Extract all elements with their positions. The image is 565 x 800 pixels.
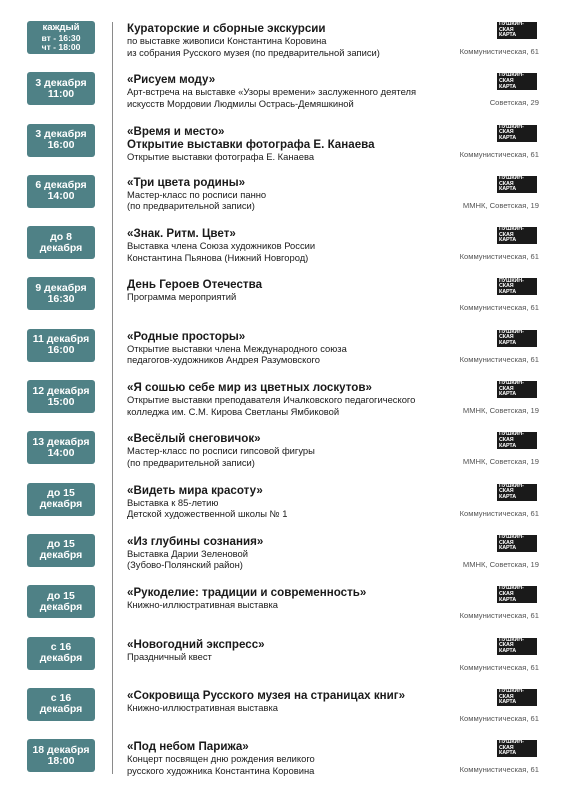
event-title: «Родные просторы»	[127, 329, 246, 343]
logo-line: СКАЯ	[499, 283, 514, 290]
date-line: 16:30	[47, 292, 75, 305]
logo-line: СКАЯ	[499, 693, 514, 700]
logo-line: КАРТА	[499, 288, 517, 295]
event-venue: Коммунистическая, 61	[459, 303, 539, 313]
event-title: «Сокровища Русского музея на страницах книг»	[127, 688, 406, 702]
event-item	[0, 430, 565, 481]
event-description: педагогов-художников Андрея Разумовского	[127, 354, 320, 366]
date-badge	[27, 483, 95, 516]
pushkin-card-logo	[497, 638, 537, 655]
event-title: «Три цвета родины»	[127, 175, 246, 189]
logo-line: СКАЯ	[499, 180, 514, 187]
logo-line: КАРТА	[499, 699, 517, 706]
date-line: декабря	[39, 241, 83, 254]
pushkin-card-logo	[497, 278, 537, 295]
date-badge	[27, 739, 95, 772]
logo-line: СКАЯ	[499, 26, 514, 33]
event-item	[0, 482, 565, 533]
logo-line: ПУШКИН-	[499, 534, 524, 541]
date-line: 13 декабря	[32, 435, 90, 448]
pushkin-card-logo	[497, 586, 537, 603]
logo-line: ПУШКИН-	[499, 21, 524, 28]
pushkin-card-logo	[497, 22, 537, 39]
date-line: до 15	[47, 487, 75, 500]
event-title: «Новогодний экспресс»	[127, 637, 265, 651]
event-title: «Под небом Парижа»	[127, 740, 249, 754]
pushkin-card-logo	[497, 125, 537, 142]
pushkin-card-logo	[497, 535, 537, 552]
event-item	[0, 328, 565, 379]
date-badge	[27, 380, 95, 413]
event-content	[127, 330, 452, 366]
event-content	[127, 740, 452, 776]
logo-line: ПУШКИН-	[499, 739, 524, 746]
logo-line: КАРТА	[499, 596, 517, 603]
date-line: 3 декабря	[35, 128, 87, 141]
date-line: 6 декабря	[35, 179, 87, 192]
logo-line: ПУШКИН-	[499, 123, 524, 130]
event-description: Мастер-класс по росписи гипсовой фигуры	[127, 445, 315, 457]
event-title: «Весёлый снеговичок»	[127, 432, 261, 446]
event-venue: ММНК, Советская, 19	[462, 200, 539, 210]
logo-line: ПУШКИН-	[499, 482, 524, 489]
event-description: из собрания Русского музея (по предварительной записи)	[127, 46, 380, 58]
date-badge	[27, 226, 95, 259]
event-description: Праздничный квест	[127, 650, 212, 662]
logo-line: СКАЯ	[499, 385, 514, 392]
date-line: декабря	[39, 652, 83, 665]
event-item	[0, 379, 565, 430]
event-description: Арт-встреча на выставке «Узоры времени» заслуженного деятеля	[127, 86, 417, 98]
date-line: до 15	[47, 589, 75, 602]
event-content	[127, 381, 452, 417]
event-item	[0, 738, 565, 789]
logo-line: СКАЯ	[499, 231, 514, 238]
date-badge	[27, 688, 95, 721]
event-title: «Рукоделие: традиции и современность»	[127, 586, 367, 600]
event-venue: Коммунистическая, 61	[459, 508, 539, 518]
date-line: 15:00	[47, 395, 75, 408]
date-line: 12 декабря	[32, 384, 90, 397]
event-content	[127, 227, 452, 263]
event-description: Мастер-класс по росписи панно	[127, 188, 267, 200]
event-venue: ММНК, Советская, 19	[462, 559, 539, 569]
event-item	[0, 174, 565, 225]
logo-line: КАРТА	[499, 493, 517, 500]
event-content	[127, 22, 452, 58]
event-description: Книжно-иллюстративная выставка	[127, 599, 278, 611]
date-badge	[27, 21, 95, 54]
logo-line: СКАЯ	[499, 642, 514, 649]
logo-line: ПУШКИН-	[499, 175, 524, 181]
date-line: декабря	[39, 498, 83, 511]
logo-line: ПУШКИН-	[499, 226, 524, 233]
event-item	[0, 636, 565, 687]
event-title: Кураторские и сборные экскурсии	[127, 22, 326, 35]
logo-line: КАРТА	[499, 340, 517, 347]
event-item	[0, 20, 565, 71]
event-content	[127, 125, 452, 163]
date-line: 16:00	[47, 139, 75, 152]
pushkin-card-logo	[497, 689, 537, 706]
event-title: «Знак. Ритм. Цвет»	[127, 227, 236, 241]
date-line: декабря	[39, 549, 83, 562]
pushkin-card-logo	[497, 227, 537, 244]
date-line: 18:00	[47, 754, 75, 767]
date-line: 14:00	[47, 446, 75, 459]
event-content	[127, 535, 452, 571]
event-title: Открытие выставки фотографа Е. Канаева	[127, 137, 375, 151]
event-item	[0, 71, 565, 122]
event-description: Книжно-иллюстративная выставка	[127, 701, 278, 713]
event-content	[127, 689, 452, 714]
logo-line: СКАЯ	[499, 539, 514, 546]
event-item	[0, 533, 565, 584]
logo-line: КАРТА	[499, 32, 517, 39]
logo-line: КАРТА	[499, 83, 517, 90]
logo-line: ПУШКИН-	[499, 72, 524, 79]
event-content	[127, 484, 452, 520]
event-venue: Коммунистическая, 61	[459, 354, 539, 364]
event-venue: Коммунистическая, 61	[459, 149, 539, 159]
event-venue: Советская, 29	[489, 98, 539, 108]
event-description: по выставке живописи Константина Коровина	[127, 35, 327, 46]
event-item	[0, 584, 565, 635]
logo-line: КАРТА	[499, 237, 517, 244]
pushkin-card-logo	[497, 330, 537, 347]
logo-line: КАРТА	[499, 391, 517, 398]
event-venue: Коммунистическая, 61	[459, 713, 539, 723]
event-content	[127, 586, 452, 611]
logo-line: ПУШКИН-	[499, 431, 524, 438]
event-title: «Рисуем моду»	[127, 73, 216, 87]
event-content	[127, 176, 452, 212]
event-description: колледжа им. С.М. Кирова Светланы Ямбиковой	[127, 405, 340, 417]
logo-line: СКАЯ	[499, 78, 514, 84]
date-line: до 15	[47, 538, 75, 551]
event-content	[127, 432, 452, 468]
date-line: вт - 16:30	[41, 32, 81, 43]
date-line: 14:00	[47, 190, 75, 203]
event-venue: Коммунистическая, 61	[459, 611, 539, 621]
date-line: чт - 18:00	[41, 41, 81, 52]
event-item	[0, 687, 565, 738]
event-description: Выставка члена Союза художников России	[127, 240, 316, 252]
logo-line: ПУШКИН-	[499, 277, 524, 284]
date-line: 11 декабря	[32, 333, 90, 346]
date-badge	[27, 277, 95, 310]
event-description: (по предварительной записи)	[127, 456, 255, 468]
logo-line: СКАЯ	[499, 129, 514, 136]
date-badge	[27, 637, 95, 670]
date-line: каждый	[42, 22, 80, 34]
event-content	[127, 638, 452, 663]
event-venue: ММНК, Советская, 19	[462, 406, 539, 416]
logo-line: ПУШКИН-	[499, 328, 524, 335]
events-list	[0, 20, 565, 789]
logo-line: ПУШКИН-	[499, 380, 524, 387]
logo-line: КАРТА	[499, 186, 517, 193]
event-item	[0, 123, 565, 174]
event-description: Константина Пьянова (Нижний Новгород)	[127, 251, 309, 263]
logo-line: ПУШКИН-	[499, 636, 524, 643]
logo-line: СКАЯ	[499, 488, 514, 495]
event-item	[0, 225, 565, 276]
event-venue: Коммунистическая, 61	[459, 662, 539, 672]
date-badge	[27, 72, 95, 105]
event-description: Открытие выставки преподавателя Ичалковского педагогического	[127, 394, 416, 406]
event-title: День Героев Отечества	[127, 278, 263, 292]
logo-line: ПУШКИН-	[499, 585, 524, 592]
event-description: (Зубово-Полянский район)	[127, 559, 243, 571]
logo-line: КАРТА	[499, 545, 517, 552]
event-description: Детской художественной школы № 1	[127, 508, 288, 520]
event-item	[0, 276, 565, 327]
logo-line: СКАЯ	[499, 590, 514, 597]
date-line: 18 декабря	[32, 743, 90, 756]
event-title: «Время и место»	[127, 124, 225, 138]
date-line: с 16	[50, 692, 72, 705]
event-description: (по предварительной записи)	[127, 200, 255, 212]
date-badge	[27, 175, 95, 208]
date-line: до 8	[50, 230, 72, 243]
date-line: декабря	[39, 703, 83, 716]
date-line: с 16	[50, 641, 72, 654]
event-title: «Я сошью себе мир из цветных лоскутов»	[127, 381, 372, 395]
date-line: 9 декабря	[35, 281, 87, 294]
logo-line: ПУШКИН-	[499, 687, 524, 694]
logo-line: СКАЯ	[499, 334, 514, 341]
event-description: Программа мероприятий	[127, 291, 237, 303]
date-badge	[27, 329, 95, 362]
logo-line: СКАЯ	[499, 437, 514, 444]
event-venue: ММНК, Советская, 19	[462, 457, 539, 467]
event-description: Открытие выставки члена Международного союза	[127, 342, 347, 354]
event-title: «Из глубины сознания»	[127, 534, 264, 548]
date-line: 11:00	[47, 87, 75, 100]
logo-line: КАРТА	[499, 134, 517, 141]
event-description: Открытие выставки фотографа Е. Канаева	[127, 150, 315, 162]
pushkin-card-logo	[497, 176, 537, 193]
event-description: Выставка Дарии Зеленовой	[127, 547, 249, 559]
event-content	[127, 73, 452, 109]
date-badge	[27, 534, 95, 567]
event-description: Выставка к 85-летию	[127, 496, 219, 508]
pushkin-card-logo	[497, 740, 537, 757]
event-venue: Коммунистическая, 61	[459, 252, 539, 262]
pushkin-card-logo	[497, 484, 537, 501]
date-badge	[27, 124, 95, 157]
pushkin-card-logo	[497, 432, 537, 449]
date-badge	[27, 431, 95, 464]
pushkin-card-logo	[497, 73, 537, 90]
event-description: искусств Мордовии Людмилы Острась-Демяшкиной	[127, 97, 354, 109]
event-venue: Коммунистическая, 61	[459, 765, 539, 775]
event-content	[127, 278, 452, 303]
event-description: Концерт посвящен дню рождения великого	[127, 753, 315, 765]
logo-line: КАРТА	[499, 647, 517, 654]
event-venue: Коммунистическая, 61	[459, 47, 539, 56]
event-description: русского художника Константина Коровина	[127, 764, 315, 776]
logo-line: СКАЯ	[499, 744, 514, 751]
date-line: декабря	[39, 600, 83, 613]
pushkin-card-logo	[497, 381, 537, 398]
date-line: 16:00	[47, 344, 75, 357]
date-badge	[27, 585, 95, 618]
logo-line: КАРТА	[499, 442, 517, 449]
event-title: «Видеть мира красоту»	[127, 483, 263, 497]
date-line: 3 декабря	[35, 76, 87, 89]
logo-line: КАРТА	[499, 750, 517, 757]
